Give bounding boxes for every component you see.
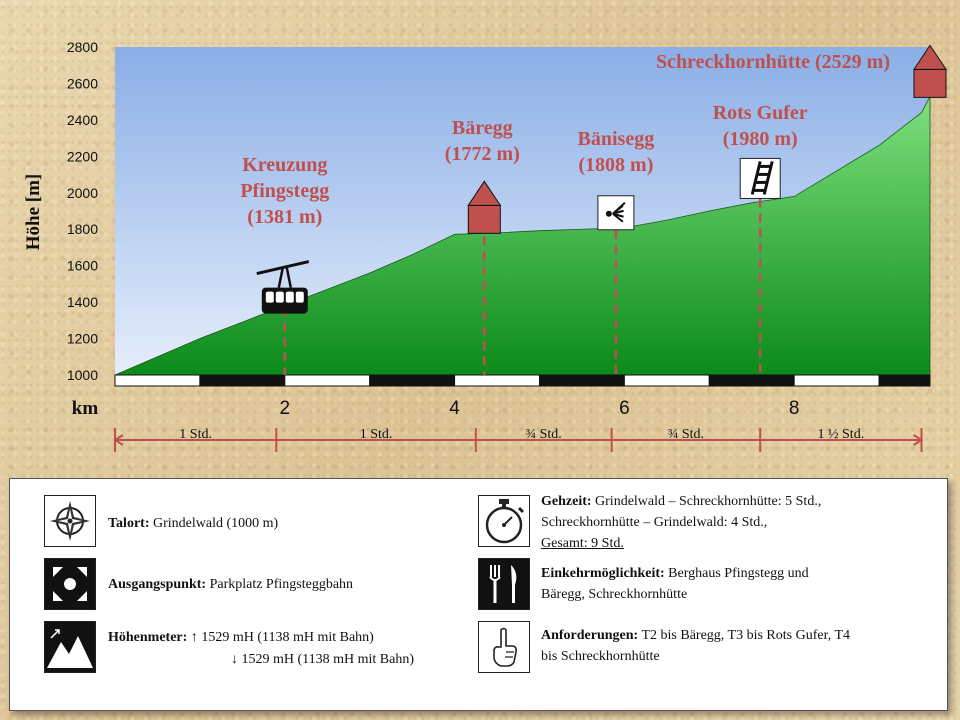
km-scale-segment [539, 375, 624, 386]
ladder-icon [740, 158, 780, 198]
waypoint-label: Kreuzung [242, 154, 328, 176]
waypoint-label: Rots Gufer [712, 102, 808, 124]
segment-time-label: 1 ½ Std. [817, 427, 865, 442]
segment-time-label: 1 Std. [179, 427, 212, 442]
y-tick-label: 1000 [66, 367, 98, 383]
cabin-window [296, 292, 304, 303]
waypoint-label: (1980 m) [722, 128, 798, 150]
x-tick-label: 4 [449, 398, 460, 419]
hoehen-up: ↑ 1529 mH (1138 mH mit Bahn) [190, 630, 374, 645]
hoehen-label: Höhenmeter: [108, 630, 188, 645]
ausgang-label: Ausgangspunkt: [108, 577, 207, 592]
y-tick-label: 2600 [66, 75, 98, 92]
cabin-window [266, 292, 274, 303]
stopwatch-icon [478, 495, 530, 547]
hut-body [914, 69, 946, 97]
y-tick-label: 2400 [66, 111, 98, 128]
pointing-hand-icon [478, 621, 530, 673]
gehzeit-line2: Schreckhornhütte – Grindelwald: 4 Std., [541, 515, 768, 530]
x-tick-label: 8 [788, 398, 800, 419]
y-tick-label: 1600 [66, 257, 98, 274]
km-scale-segment [709, 375, 794, 386]
legend-hoehenmeter [108, 627, 478, 648]
y-tick-label: 2000 [66, 184, 98, 201]
waypoint-label: Pfingstegg [240, 180, 330, 202]
km-scale-segment [455, 375, 540, 386]
cabin-window [276, 292, 284, 303]
waypoint-label: Bäregg [451, 117, 513, 139]
gehzeit-label: Gehzeit: [541, 494, 592, 509]
start-point-icon [44, 558, 96, 610]
legend-gehzeit [541, 491, 941, 554]
legend-panel [9, 478, 948, 711]
km-scale-segment [200, 375, 285, 386]
legend-anforderungen [541, 625, 951, 667]
talort-value: Grindelwald (1000 m) [149, 516, 279, 531]
talort-label: Talort: [108, 516, 150, 531]
km-scale-segment [879, 375, 930, 386]
y-tick-label: 2800 [66, 39, 98, 55]
anford-line1: T2 bis Bäregg, T3 bis Rots Gufer, T4 [638, 628, 850, 643]
km-scale-segment [115, 375, 200, 386]
legend-talort [108, 513, 278, 534]
mountain-icon [44, 621, 96, 673]
waypoint-label: (1808 m) [578, 154, 654, 176]
einkehr-line2: Bäregg, Schreckhornhütte [541, 587, 688, 602]
viewpoint-icon [598, 196, 634, 230]
waypoint-label: Bänisegg [577, 128, 655, 150]
y-tick-label: 1800 [66, 221, 98, 238]
segment-time-label: ¾ Std. [525, 427, 562, 442]
legend-hoehenmeter-down: ↓ 1529 mH (1138 mH mit Bahn) [231, 652, 415, 667]
viewpoint-eye [606, 211, 612, 217]
gehzeit-line1: Grindelwald – Schreckhornhütte: 5 Std., [591, 494, 822, 509]
waypoint-label: Schreckhornhütte (2529 m) [655, 51, 890, 73]
km-scale-segment [624, 375, 709, 386]
cabin-window [286, 292, 294, 303]
x-axis-title: km [71, 398, 99, 419]
einkehr-label: Einkehrmöglichkeit: [541, 566, 665, 581]
compass-icon [44, 495, 96, 547]
km-scale-segment [285, 375, 370, 386]
y-axis-title: Höhe [m] [23, 173, 44, 251]
y-tick-label: 1200 [66, 330, 98, 347]
y-tick-label: 2200 [66, 148, 98, 165]
restaurant-icon [478, 558, 530, 610]
y-tick-label: 1400 [66, 294, 98, 311]
km-scale-segment [370, 375, 455, 386]
legend-ausgangspunkt [108, 574, 353, 595]
hut-body [468, 205, 500, 233]
km-scale-segment [794, 375, 879, 386]
x-tick-label: 6 [619, 398, 630, 419]
anford-line2: bis Schreckhornhütte [541, 649, 660, 664]
anford-label: Anforderungen: [541, 628, 639, 643]
waypoint-label: (1772 m) [444, 143, 520, 165]
segment-time-label: 1 Std. [359, 427, 393, 442]
ausgang-value: Parkplatz Pfingsteggbahn [206, 577, 354, 592]
segment-time-label: ¾ Std. [667, 427, 705, 442]
gehzeit-line3: Gesamt: 9 Std. [541, 536, 624, 551]
legend-einkehr [541, 563, 941, 605]
x-tick-label: 2 [279, 398, 291, 419]
waypoint-label: (1381 m) [247, 206, 323, 228]
einkehr-line1: Berghaus Pfingstegg und [664, 566, 809, 581]
